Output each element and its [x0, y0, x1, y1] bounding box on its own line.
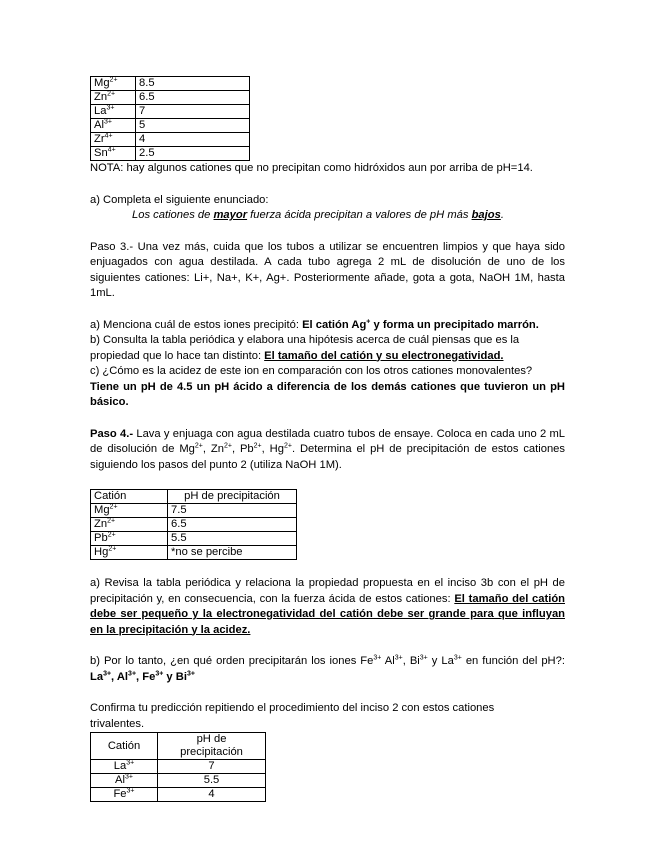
question-3b: b) Por lo tanto, ¿en qué orden precipitarán los iones $Fe^{3+}$ $Al^{3+}$, $Bi^{3+}$ y $La^{3+}$ en función del pH?: $La^{3+}$, $Al^{3+}$, $Fe^{3+}$ y $Bi^{3+}$ [90, 654, 565, 683]
table-row: $Pb^{2+}$ 5.5 [91, 532, 297, 546]
paso3-text: Paso 3.- Una vez más, cuida que los tubos a utilizar se encuentren limpios y que haya sido enjuagados con agua destilada. A cada tubo agrega 2 mL de disolución de uno de los siguientes cationes: Li+, Na+, K+, Ag+. Posteriormente añade, gota a gota, NaOH 1M, hasta 1mL. [90, 240, 565, 299]
table-row: $Mg^{2+}$ 8.5 [91, 77, 250, 91]
table-row: $Fe^{3+}$ 4 [91, 788, 266, 802]
paso3-c: c) ¿Cómo es la acidez de este ion en comparación con los otros cationes monovalentes? [90, 365, 533, 377]
table-row: $Zn^{2+}$ 6.5 [91, 91, 250, 105]
table-ph-values [90, 76, 250, 161]
table-row: $Sn^{4+}$ 2.5 [91, 147, 250, 161]
table-trivalent [90, 732, 266, 802]
table-row: $Zn^{2+}$ 6.5 [91, 518, 297, 532]
question-3a: a) Revisa la tabla periódica y relaciona la propiedad propuesta en el inciso 3b con el pH de precipitación y, en consecuencia, con la fuerza ácida de estos cationes: El tamaño del catión debe ser pequeño y la electronegatividad del catión debe ser grande para que influyan en la precipitación y la acidez. [90, 577, 565, 636]
paso3-c-answer: Tiene un pH de 4.5 un pH ácido a diferencia de los demás cationes que tuvieron un pH básico. [90, 380, 565, 408]
table-paso4 [90, 489, 297, 560]
table-row: $La^{3+}$ 7 [91, 105, 250, 119]
table-row: $Hg^{2+}$ *no se percibe [91, 546, 297, 560]
nota-text: NOTA: hay algunos cationes que no precipitan como hidróxidos aun por arriba de pH=14. [90, 162, 533, 174]
statement-sentence: Los cationes de mayor fuerza ácida precipitan a valores de pH más bajos. [132, 209, 504, 221]
confirm-text: Confirma tu predicción repitiendo el procedimiento del inciso 2 con estos cationes trivalentes. [90, 702, 495, 730]
table-row: $Al^{3+}$ 5.5 [91, 774, 266, 788]
table-row: $Al^{3+}$ 5 [91, 119, 250, 133]
table-row: $Zr^{4+}$ 4 [91, 133, 250, 147]
document-page [90, 76, 565, 802]
table-header-row: Catión pH de precipitación [91, 490, 297, 504]
paso3-a: a) Menciona cuál de estos iones precipitó: El catión Ag+ y forma un precipitado marrón. [90, 317, 539, 331]
question-a-prompt: a) Completa el siguiente enunciado: [90, 193, 269, 206]
table-header-row: Catión pH de precipitación [91, 733, 266, 760]
paso4-text: Paso 4.- Lava y enjuaga con agua destilada cuatro tubos de ensaye. Coloca en cada uno 2 mL de disolución de $Mg^{2+}$, $Zn^{2+}$, $Pb^{2+}$, $Hg^{2+}$. Determina el pH de precipitación de estos cationes siguiendo los pasos del punto 2 (utiliza NaOH 1M). [90, 427, 565, 471]
paso3-b: b) Consulta la tabla periódica y elabora una hipótesis acerca de cuál piensas que es la propiedad que lo hace tan distinto: El tamaño del catión y su electronegatividad. [90, 334, 520, 362]
table-row: $Mg^{2+}$ 7.5 [91, 504, 297, 518]
table-row: $La^{3+}$ 7 [91, 760, 266, 774]
